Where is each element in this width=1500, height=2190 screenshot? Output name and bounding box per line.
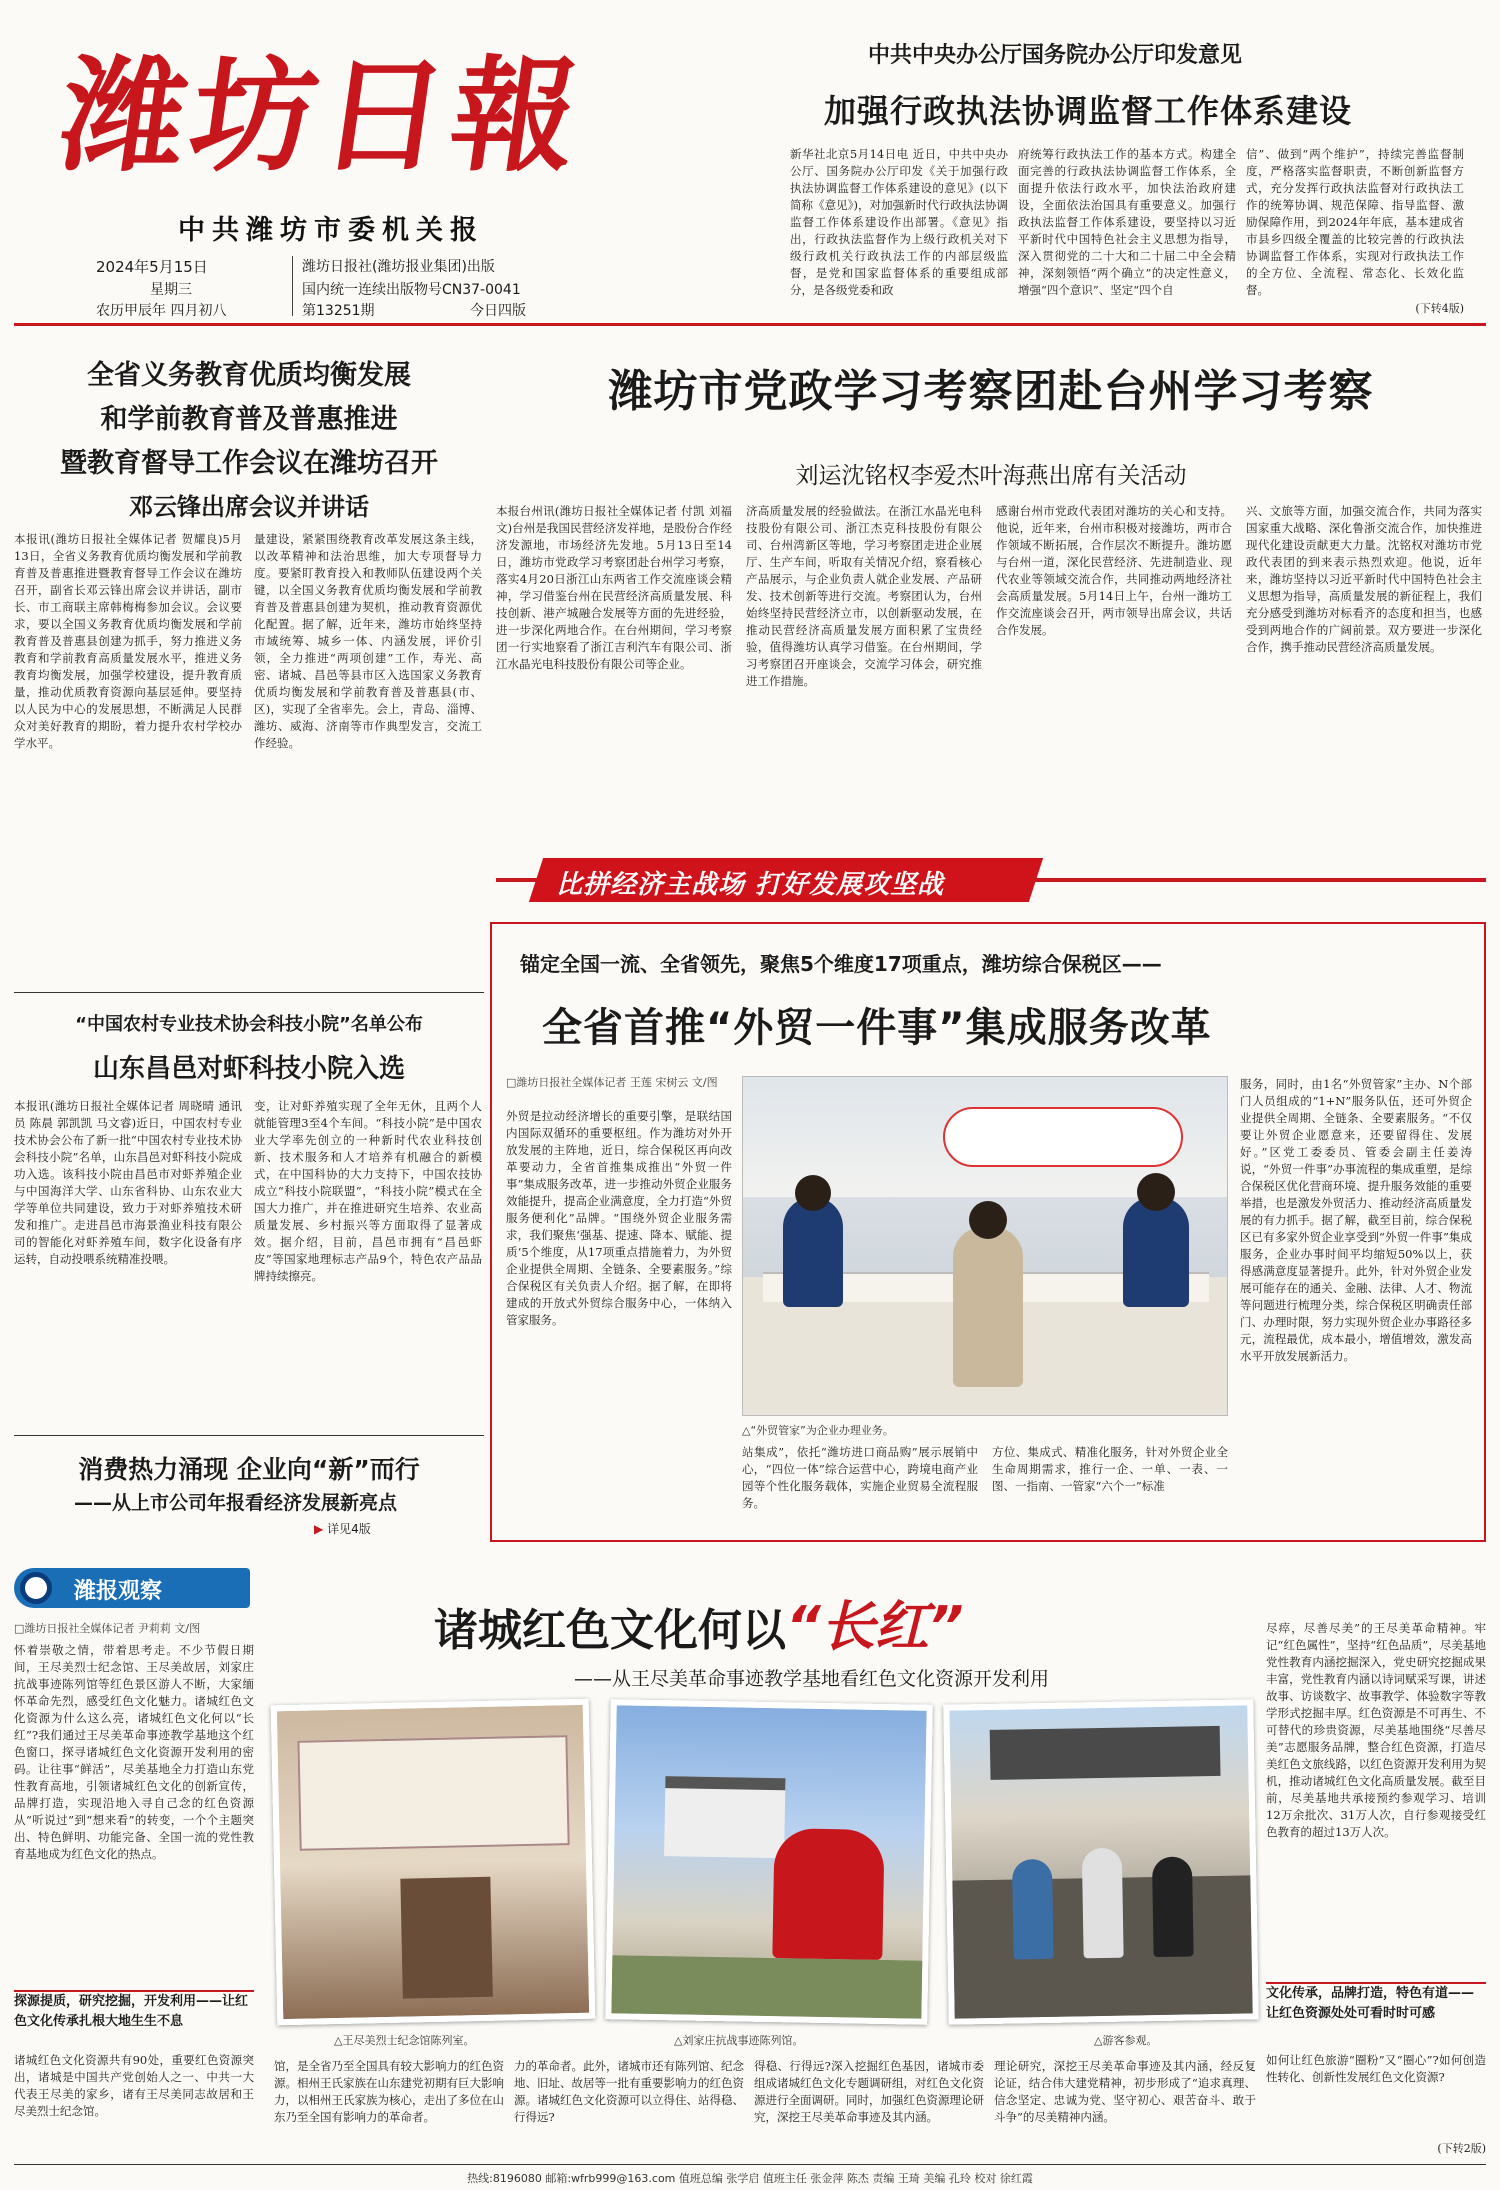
- left-story-subhead: 邓云锋出席会议并讲话: [129, 493, 369, 521]
- arrow-right-icon: ▶: [314, 1522, 324, 1536]
- main-story-col2: 济高质量发展的经验做法。在浙江水晶光电科技股份有限公司、浙江杰克科技股份有限公司、台州湾新区等地，学习考察团走进企业展厅、生产车间，听取有关情况介绍，察看核心产品展示，与企业负责人就企业发展、产品研发、技术创新等进行交流。考察团认为，台州始终坚持民营经济立市，以创新驱动发展，在推动民营经济高质量发展方面积累了宝贵经验，值得潍坊认真学习借鉴。在台州期间，学习考察团召开座谈会，交流学习体会，研究推进工作措施。: [746, 504, 982, 688]
- trade-story: [490, 922, 1486, 1542]
- masthead-rule: [14, 323, 1486, 326]
- culture-photo-2: [605, 1699, 933, 2025]
- left-promo: [14, 1440, 484, 1545]
- shrimp-col2: 变，让对虾养殖实现了全年无休，且两个人就能管理3至4个车间。“科技小院”是中国农业大学率先创立的一种新时代农业科技创新、技术服务和人才培养有机融合的新模式，在中国科协的大力支持下，中国农技协成立“科技小院联盟”，“科技小院”模式在全国大力推广，并在推进研究生培养、农业高质量发展、乡村振兴等方面取得了显著成效。据介绍，目前，昌邑市拥有“昌邑虾皮”等国家地理标志产品9个，特色农产品品牌持续擦亮。: [254, 1099, 482, 1283]
- trade-col1: 外贸是拉动经济增长的重要引擎，是联结国内国际双循环的重要枢纽。作为潍坊对外开放发展的主阵地，近日，综合保税区再向改革要动力，全省首推集成推出“外贸一件事”集成服务改革，进一步推动外贸企业服务效能提升，提高企业满意度，全力打造“外贸服务便利化”品牌。“围绕外贸企业服务需求，我们聚焦‘强基、提速、降本、赋能、提质’5个维度，从17项重点措施着力，为外贸企业提供全周期、全链条、全要素服务。”综合保税区有关负责人介绍。据了解，在即将建成的开放式外贸综合服务中心，一体纳入管家服务。: [506, 1109, 732, 1327]
- culture-byline: □潍坊日报社全媒体记者 尹莉莉 文/图: [14, 1622, 201, 1635]
- main-story-col4: 兴、文旅等方面，加强交流合作，共同为落实国家重大战略、深化鲁浙交流合作，加快推进现代化建设贡献更大力量。沈铭权对潍坊市党政代表团的到来表示热烈欢迎。他说，近年来，潍坊坚持以习近平新时代中国特色社会主义思想为指导，高质量发展的新征程上，我们充分感受到潍坊对标看齐的态度和担当，也感受到两地合作的广阔前景。双方要进一步深化合作，携手推动民营经济高质量发展。: [1246, 504, 1482, 654]
- masthead-weekday: 星期三: [150, 282, 192, 298]
- campaign-banner: [496, 858, 1486, 908]
- culture-pullquote2: 文化传承，品牌打造，特色有道——让红色资源处处可看时时可感: [1266, 1982, 1486, 2042]
- left-story-headline-2: 和学前教育普及普惠推进: [100, 404, 398, 435]
- masthead-pages: 今日四版: [470, 303, 526, 319]
- main-story: [496, 335, 1486, 845]
- culture-col-bottom4: 得稳、行得远?深入挖掘红色基因，诸城市委组成诸城红色文化专题调研组，对红色文化资源进行全面调研。同时，加强红色资源理论研究，深挖王尽美革命事迹及其内涵。: [754, 2059, 984, 2124]
- masthead-lunar: 农历甲辰年 四月初八: [96, 303, 227, 319]
- culture-caption-3: △游客参观。: [1094, 2034, 1158, 2047]
- left-story-col1: 本报讯(潍坊日报社全媒体记者 贺耀良)5月13日，全省义务教育优质均衡发展和学前教育普及普惠推进暨教育督导工作会议在潍坊召开，副省长邓云锋出席会议并讲话，副市长、市工商联主席韩梅梅参加会议。会议要求，要以全国义务教育优质均衡发展和学前教育普及普惠县创建为抓手，努力推进义务教育和学前教育高质量发展水平，推进义务教育均衡发展，加强学校建设，提升教育质量，推动优质教育资源向基层延伸。要坚持以人民为中心的发展思想，不断满足人民群众对美好教育的期盼，着力提升农村学校办学水平。: [14, 532, 242, 750]
- top-story-continued: (下转4版): [1415, 302, 1464, 315]
- culture-col-right: 尽瘁，尽善尽美”的王尽美革命精神。牢记“红色属性”，坚持“红色品质”，尽美基地党性教育内涵挖掘深入，党史研究挖掘成果丰富，党性教育内涵以诗词赋采写课，讲述故事、访谈数字、故事教学、体验数字等教学形式挖掘丰厚。红色资源是不可再生、不可替代的珍贵资源，尽美基地围绕“尽善尽美”志愿服务品牌，整合红色资源，打造尽美红色文旅线路，以红色资源开发利用为契机，推动诸城红色文化高质量发展。截至目前，尽美基地共承接预约参观学习、培训12万余批次、31万人次，自行参观接受红色教育的超过13万人次。: [1266, 1621, 1486, 1839]
- main-story-col1: 本报台州讯(潍坊日报社全媒体记者 付凯 刘福文)台州是我国民营经济发祥地，是股份合作经济发源地，市场经济先发地。5月13日至14日，潍坊市党政学习考察团赴台州学习考察，落实4月20日浙江山东两省工作交流座谈会精神，学习借鉴台州在民营经济高质量发展、科技创新、港产城融合发展等方面的先进经验，进一步深化两地合作。在台州期间，学习考察团一行实地察看了浙江吉利汽车有限公司、浙江水晶光电科技股份有限公司等企业。: [496, 504, 732, 671]
- left-story-headline-3: 暨教育督导工作会议在潍坊召开: [60, 448, 438, 479]
- culture-photo-3: [943, 1699, 1259, 2024]
- trade-col3: 方位、集成式、精准化服务，针对外贸企业全生命周期需求，推行一企、一单、一表、一图、一指南、一管家“六个一”标准: [992, 1445, 1228, 1493]
- masthead-cn: 国内统一连续出版物号CN37-0041: [302, 282, 521, 298]
- top-story-col1: 新华社北京5月14日电 近日，中共中央办公厅、国务院办公厅印发《关于加强行政执法协调监督工作体系建设的意见》(以下简称《意见》)，对加强新时代行政执法协调监督工作体系建设作出部署。《意见》指出，行政执法监督作为上级行政机关对下级行政机关行政执法工作的内部层级监督，是党和国家监督体系的重要组成部分，是各级党委和政: [790, 147, 1008, 297]
- trade-byline: □潍坊日报社全媒体记者 王莲 宋树云 文/图: [506, 1076, 718, 1089]
- culture-col-bottom5: 理论研究，深挖王尽美革命事迹及其内涵，经反复论证，结合伟大建党精神，初步形成了“追求真理、信念坚定、忠诚为党、坚守初心、艰苦奋斗、敢于斗争”的尽美精神内涵。: [994, 2059, 1256, 2124]
- top-story: [790, 28, 1470, 320]
- top-story-col3: 信”、做到“两个维护”，持续完善监督制度，严格落实监督职责，不断创新监督方式，充分发挥行政执法监督对行政执法工作的统筹协调、规范保障、指导监督、激励保障作用，到2024年年底，基本建成省市县乡四级全覆盖的比较完善的行政执法协调监督工作体系，实现对行政执法工作的全方位、全流程、常态化、长效化监督。: [1246, 147, 1464, 297]
- main-story-col3: 感谢台州市党政代表团对潍坊的关心和支持。他说，近年来，台州市积极对接潍坊，两市合作领域不断拓展，合作层次不断提升。潍坊愿与台州一道，深化民营经济、先进制造业、现代农业等领域交流合作，共同推动两地经济社会高质量发展。5月14日上午，台州一潍坊工作交流座谈会召开，两市领导出席会议，共话合作发展。: [996, 504, 1232, 637]
- culture-col-right2: 如何让红色旅游“圈粉”又“圈心”?如何创造性转化、创新性发展红色文化资源?: [1266, 2053, 1486, 2084]
- masthead-logo: 潍坊日報: [51, 45, 593, 189]
- culture-continued: (下转2版): [1437, 2142, 1486, 2155]
- masthead-issue: 第13251期: [302, 303, 375, 319]
- promo-subhead: ——从上市公司年报看经济发展新亮点: [74, 1492, 398, 1514]
- culture-pullquote1: 探源提质，研究挖掘，开发利用——让红色文化传承扎根大地生生不息: [14, 1990, 254, 2048]
- trade-col2: 站集成”，依托“潍坊进口商品购”展示展销中心，“四位一体”综合运营中心，跨境电商产业园等个性化服务载体，实施企业贸易全流程服务。: [742, 1445, 978, 1510]
- trade-headline: 全省首推“外贸一件事”集成服务改革: [542, 1005, 1212, 1051]
- top-story-kicker: 中共中央办公厅国务院办公厅印发意见: [868, 43, 1243, 68]
- trade-kicker: 锚定全国一流、全省领先，聚焦5个维度17项重点，潍坊综合保税区——: [520, 952, 1162, 976]
- culture-photo-1: [271, 1699, 596, 2026]
- section-logo-text: 潍报观察: [74, 1579, 163, 1604]
- culture-caption-2: △刘家庄抗战事迹陈列馆。: [674, 2034, 804, 2047]
- left-story-education: [14, 345, 484, 965]
- culture-col-bottom1: 诸城红色文化资源共有90处，重要红色资源突出，诸城是中国共产党创始人之一、中共一大代表王尽美的家乡，诸有王尽美同志故居和王尽美烈士纪念馆。: [14, 2053, 254, 2118]
- trade-photo-caption: △“外贸管家”为企业办理业务。: [742, 1424, 894, 1437]
- top-story-headline: 加强行政执法协调监督工作体系建设: [824, 92, 1353, 130]
- trade-photo: [742, 1076, 1228, 1416]
- culture-headline: [434, 1584, 964, 1661]
- top-story-col2: 府统筹行政执法工作的基本方式。构建全面完善的行政执法协调监督工作体系，全面提升依法行政水平，加快法治政府建设，全面依法治国具有重要意义。加强行政执法监督工作体系建设，要坚持以习近平新时代中国特色社会主义思想为指导，深入贯彻党的二十大和二十届二中全会精神，深刻领悟“两个确立”的决定性意义，增强“四个意识”、坚定“四个自: [1018, 147, 1236, 297]
- culture-col-bottom2: 馆，是全省乃至全国具有较大影响力的红色资源。相州王氏家族在山东建党初期有巨大影响力，以相州王氏家族为核心，走出了多位在山东乃至全国有影响力的革命者。: [274, 2059, 504, 2124]
- shrimp-col1: 本报讯(潍坊日报社全媒体记者 周晓晴 通讯员 陈晨 郭凯凯 马文睿)近日，中国农村专业技术协会公布了新一批“中国农村专业技术协会科技小院”名单，山东昌邑对虾科技小院成功入选。该科技小院由昌邑市对虾养殖企业与中国海洋大学、山东省科协、山东农业大学等单位共同建设，致力于对虾养殖技术研发和推广。走进昌邑市海景渔业科技有限公司的智能化对虾养殖车间，数字化设备有序运转，自动投喂系统精准投喂。: [14, 1099, 242, 1266]
- main-story-headline: 潍坊市党政学习考察团赴台州学习考察: [608, 366, 1374, 417]
- culture-story: [14, 1562, 1486, 2158]
- culture-col-left: 怀着崇敬之情，带着思考走。不少节假日期间，王尽美烈士纪念馆、王尽美故居，刘家庄抗战事迹陈列馆等红色景区游人不断，大家缅怀革命先烈，感受红色文化魅力。诸城红色文化资源为什么这么亮，诸城红色文化何以“长红”?我们通过王尽美革命事迹教学基地这个红色窗口，探寻诸城红色文化资源开发利用的密码。让往事“鲜活”，尽美基地全力打造山东党性教育高地，引领诸城红色文化的创新宣传，品牌打造，实现沿地入寻自己念的红色资源从“听说过”到“想来看”的转变，一个个主题突出、特色鲜明、功能完备、全国一流的党性教育基地成为红色文化的热点。: [14, 1643, 254, 1861]
- section-logo: [14, 1568, 250, 1608]
- banner-text: 比拼经济主战场 打好发展攻坚战: [556, 870, 945, 900]
- left-story-headline-1: 全省义务教育优质均衡发展: [87, 360, 411, 391]
- shrimp-kicker: “中国农村专业技术协会科技小院”名单公布: [75, 1014, 423, 1035]
- culture-headline-quote: “长红”: [786, 1595, 964, 1658]
- masthead-subtitle: 中共潍坊市委机关报: [178, 215, 484, 246]
- culture-caption-1: △王尽美烈士纪念馆陈列室。: [334, 2034, 475, 2047]
- masthead-publisher: 潍坊日报社(潍坊报业集团)出版: [302, 259, 495, 275]
- left-story-shrimp: [14, 1000, 484, 1430]
- camera-icon: [20, 1572, 52, 1604]
- left-story-col2: 量建设，紧紧围绕教育改革发展这条主线，以改革精神和法治思维，加大专项督导力度。要紧盯教育投入和教师队伍建设两个关键，以全国义务教育优质均衡发展和学前教育普及普惠县创建为契机，推动教育资源优化配置。据了解，近年来，潍坊市始终坚持市域统筹、城乡一体、内涵发展，评价引领，全力推进“两项创建”工作，寿光、高密、诸城、昌邑等县市区入选国家义务教育优质均衡发展和学前教育普及普惠县(市、区)，实现了全省率先。会上，青岛、淄博、潍坊、威海、济南等市作典型发言，交流工作经验。: [254, 532, 482, 750]
- footer-credits: 热线:8196080 邮箱:wfrb999@163.com 值班总编 张学启 值班主任 张金萍 陈杰 责编 王琦 美编 孔玲 校对 徐红霞: [467, 2172, 1033, 2185]
- culture-headline-pre: 诸城红色文化何以: [434, 1605, 786, 1656]
- culture-col-bottom3: 力的革命者。此外，诸城市还有陈列馆、纪念地、旧址、故居等一批有重要影响力的红色资源。诸城红色文化资源可以立得住、站得稳、行得远?: [514, 2059, 744, 2124]
- promo-headline: 消费热力涌现 企业向“新”而行: [78, 1455, 420, 1484]
- culture-subhead: ——从王尽美革命事迹教学基地看红色文化资源开发利用: [574, 1668, 1050, 1690]
- trade-col4: 服务，同时，由1名“外贸管家”主办、N个部门人员组成的“1+N”服务队伍，还可外贸企业提供全周期、全链条、全要素服务。“不仅要让外贸企业愿意来，还要留得住、发展好。”区党工委委员、管委会副主任姜涛说，“外贸一件事”办事流程的集成重塑，是综合保税区优化营商环境、提升服务效能的重要举措，也是激发外贸活力、推动经济高质量发展的有力抓手。据了解，截至目前，综合保税区已有多家外贸企业享受到“外贸一件事”集成服务，企业办事时间平均缩短50%以上，获得感满意度显著提升。此外，针对外贸企业发展可能存在的通关、金融、法律、人才、物流等问题进行梳理分类，综合保税区明确责任部门、办理时限，努力实现外贸企业办事路径多元，流程最优，成本最小，增值增效，激发高水平开放发展新活力。: [1240, 1077, 1472, 1363]
- shrimp-headline: 山东昌邑对虾科技小院入选: [92, 1054, 405, 1084]
- main-story-subhead: 刘运沈铭权李爱杰叶海燕出席有关活动: [795, 463, 1187, 489]
- promo-ref[interactable]: [314, 1520, 371, 1537]
- promo-ref-label: 详见4版: [327, 1522, 371, 1536]
- masthead-date: 2024年5月15日: [96, 258, 208, 276]
